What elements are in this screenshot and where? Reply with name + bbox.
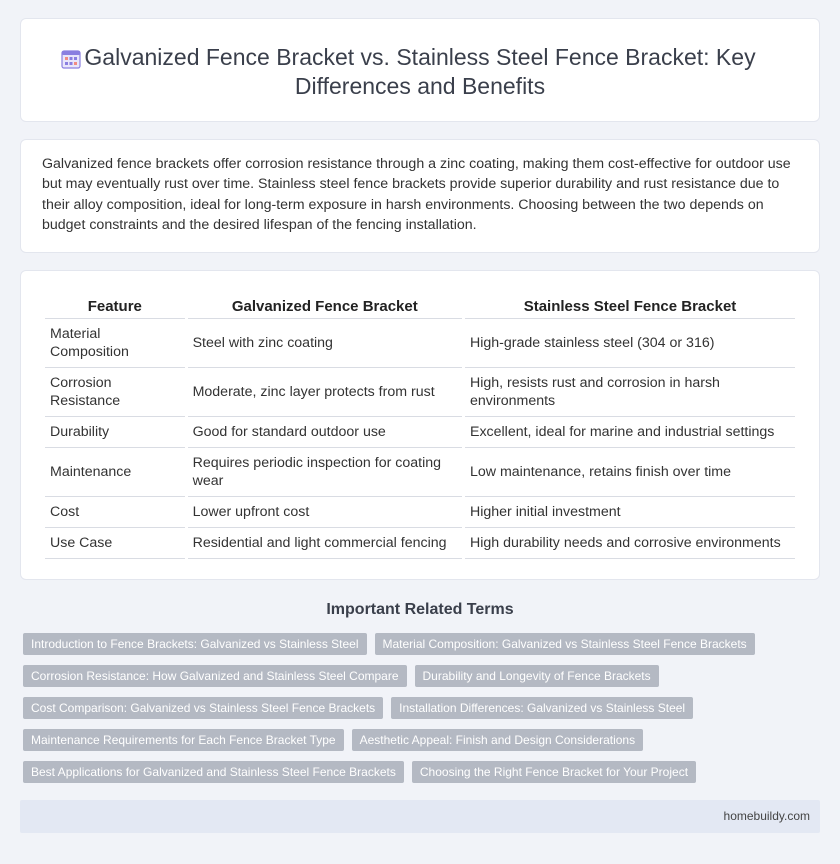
- table-cell-stainless: Excellent, ideal for marine and industrial settings: [465, 417, 795, 448]
- table-row: [45, 528, 795, 559]
- related-terms-heading: Important Related Terms: [326, 601, 514, 618]
- table-cell-galvanized: Good for standard outdoor use: [188, 417, 462, 448]
- table-cell-feature: Maintenance: [45, 448, 185, 497]
- related-term-link[interactable]: Cost Comparison: Galvanized vs Stainless Steel Fence Brackets: [23, 697, 383, 719]
- related-term-link[interactable]: Choosing the Right Fence Bracket for Your Project: [412, 761, 696, 783]
- footer: [20, 800, 820, 833]
- table-cell-feature: Use Case: [45, 528, 185, 559]
- related-term-link[interactable]: Installation Differences: Galvanized vs Stainless Steel: [391, 697, 693, 719]
- related-terms-list: [23, 633, 783, 783]
- title-card: [20, 18, 820, 122]
- related-term-link[interactable]: Maintenance Requirements for Each Fence Bracket Type: [23, 729, 344, 751]
- table-cell-feature: Durability: [45, 417, 185, 448]
- table-header-row: [45, 295, 795, 319]
- table-row: [45, 368, 795, 417]
- header-feature: Feature: [45, 295, 185, 319]
- comparison-table: [42, 295, 798, 559]
- table-cell-stainless: High-grade stainless steel (304 or 316): [465, 319, 795, 368]
- table-cell-feature: Corrosion Resistance: [45, 368, 185, 417]
- table-row: [45, 319, 795, 368]
- table-row: [45, 417, 795, 448]
- summary-paragraph: Galvanized fence brackets offer corrosion resistance through a zinc coating, making them cost-effective for outdoor use but may eventually rust over time. Stainless steel fence brackets provide superior durability and rust resistance due to their alloy composition, ideal for long-term exposure in harsh environments. Choosing between the two depends on budget constraints and the desired lifespan of the fencing installation.: [42, 156, 791, 233]
- footer-site-name: homebuildy.com: [723, 809, 810, 823]
- table-cell-galvanized: Steel with zinc coating: [188, 319, 462, 368]
- page-title: Galvanized Fence Bracket vs. Stainless Steel Fence Bracket: Key Differences and Benefits: [84, 44, 756, 99]
- table-cell-stainless: High durability needs and corrosive environments: [465, 528, 795, 559]
- table-cell-stainless: Low maintenance, retains finish over time: [465, 448, 795, 497]
- table-cell-galvanized: Lower upfront cost: [188, 497, 462, 528]
- related-term-link[interactable]: Corrosion Resistance: How Galvanized and Stainless Steel Compare: [23, 665, 407, 687]
- related-term-link[interactable]: Material Composition: Galvanized vs Stainless Steel Fence Brackets: [375, 633, 755, 655]
- table-cell-galvanized: Requires periodic inspection for coating wear: [188, 448, 462, 497]
- related-term-link[interactable]: Aesthetic Appeal: Finish and Design Considerations: [352, 729, 644, 751]
- related-term-link[interactable]: Durability and Longevity of Fence Brackets: [415, 665, 659, 687]
- related-term-link[interactable]: Introduction to Fence Brackets: Galvanized vs Stainless Steel: [23, 633, 367, 655]
- summary-card: [20, 139, 820, 253]
- table-cell-stainless: High, resists rust and corrosion in harsh environments: [465, 368, 795, 417]
- table-cell-stainless: Higher initial investment: [465, 497, 795, 528]
- table-cell-galvanized: Moderate, zinc layer protects from rust: [188, 368, 462, 417]
- header-stainless: Stainless Steel Fence Bracket: [465, 295, 795, 319]
- table-row: [45, 448, 795, 497]
- header-galvanized: Galvanized Fence Bracket: [188, 295, 462, 319]
- table-cell-feature: Material Composition: [45, 319, 185, 368]
- table-row: [45, 497, 795, 528]
- comparison-card: [20, 270, 820, 580]
- related-term-link[interactable]: Best Applications for Galvanized and Stainless Steel Fence Brackets: [23, 761, 404, 783]
- table-cell-feature: Cost: [45, 497, 185, 528]
- table-cell-galvanized: Residential and light commercial fencing: [188, 528, 462, 559]
